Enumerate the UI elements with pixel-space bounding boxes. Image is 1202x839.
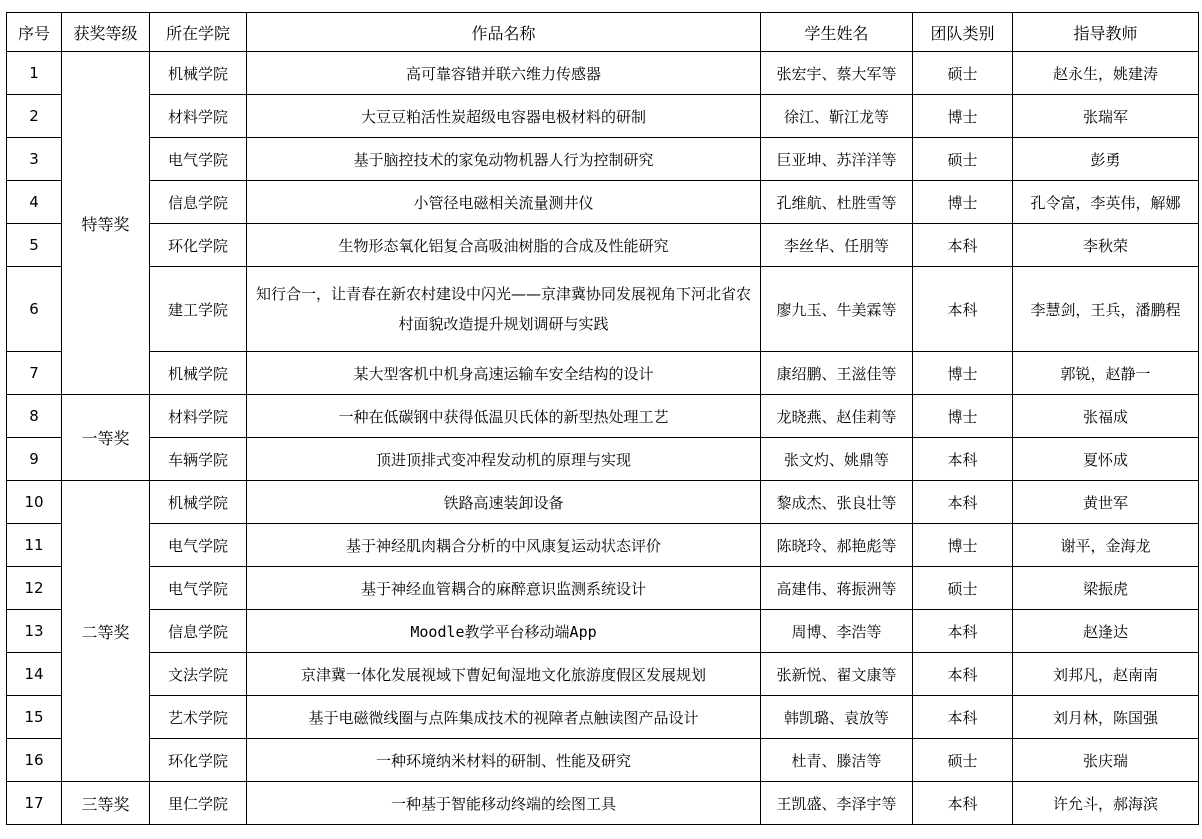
cell-college: 里仁学院 [150, 782, 247, 825]
award-level-first: 一等奖 [62, 395, 150, 481]
cell-advisor: 张瑞军 [1013, 95, 1199, 138]
cell-title: 小管径电磁相关流量测井仪 [247, 181, 761, 224]
header-team: 团队类别 [913, 13, 1013, 52]
cell-advisor: 郭锐，赵静一 [1013, 352, 1199, 395]
cell-college: 环化学院 [150, 739, 247, 782]
cell-students: 张文灼、姚鼎等 [761, 438, 913, 481]
header-no: 序号 [7, 13, 62, 52]
table-row [7, 138, 1199, 181]
cell-no: 17 [7, 782, 62, 825]
cell-no: 3 [7, 138, 62, 181]
cell-students: 张宏宇、蔡大军等 [761, 52, 913, 95]
cell-team: 博士 [913, 524, 1013, 567]
cell-college: 信息学院 [150, 181, 247, 224]
cell-no: 11 [7, 524, 62, 567]
cell-students: 杜青、滕洁等 [761, 739, 913, 782]
header-students: 学生姓名 [761, 13, 913, 52]
header-row [7, 13, 1199, 52]
table-row [7, 696, 1199, 739]
cell-no: 15 [7, 696, 62, 739]
cell-team: 硕士 [913, 138, 1013, 181]
cell-no: 16 [7, 739, 62, 782]
header-advisor: 指导教师 [1013, 13, 1199, 52]
cell-students: 陈晓玲、郝艳彪等 [761, 524, 913, 567]
cell-title: 大豆豆粕活性炭超级电容器电极材料的研制 [247, 95, 761, 138]
cell-team: 本科 [913, 224, 1013, 267]
cell-team: 博士 [913, 352, 1013, 395]
table-row [7, 610, 1199, 653]
cell-title: 一种基于智能移动终端的绘图工具 [247, 782, 761, 825]
cell-college: 艺术学院 [150, 696, 247, 739]
cell-title: 高可靠容错并联六维力传感器 [247, 52, 761, 95]
cell-title: 一种环境纳米材料的研制、性能及研究 [247, 739, 761, 782]
cell-students: 廖九玉、牛美霖等 [761, 267, 913, 352]
cell-college: 环化学院 [150, 224, 247, 267]
award-level-second: 二等奖 [62, 481, 150, 782]
cell-students: 李丝华、任朋等 [761, 224, 913, 267]
cell-team: 博士 [913, 181, 1013, 224]
cell-no: 7 [7, 352, 62, 395]
table-row [7, 181, 1199, 224]
table-row [7, 395, 1199, 438]
cell-advisor: 张庆瑞 [1013, 739, 1199, 782]
cell-students: 韩凯璐、袁放等 [761, 696, 913, 739]
cell-title: 基于神经血管耦合的麻醉意识监测系统设计 [247, 567, 761, 610]
cell-title: 铁路高速装卸设备 [247, 481, 761, 524]
cell-no: 4 [7, 181, 62, 224]
cell-title: 顶进顶排式变冲程发动机的原理与实现 [247, 438, 761, 481]
cell-college: 材料学院 [150, 95, 247, 138]
cell-team: 博士 [913, 395, 1013, 438]
cell-advisor: 赵逢达 [1013, 610, 1199, 653]
table-row [7, 224, 1199, 267]
cell-college: 车辆学院 [150, 438, 247, 481]
cell-college: 机械学院 [150, 52, 247, 95]
cell-title: 生物形态氧化铝复合高吸油树脂的合成及性能研究 [247, 224, 761, 267]
cell-advisor: 许允斗，郝海滨 [1013, 782, 1199, 825]
cell-team: 硕士 [913, 739, 1013, 782]
cell-advisor: 谢平，金海龙 [1013, 524, 1199, 567]
award-level-third: 三等奖 [62, 782, 150, 825]
cell-students: 巨亚坤、苏洋洋等 [761, 138, 913, 181]
table-row [7, 95, 1199, 138]
cell-title: Moodle教学平台移动端App [247, 610, 761, 653]
cell-team: 本科 [913, 696, 1013, 739]
cell-team: 博士 [913, 95, 1013, 138]
cell-team: 硕士 [913, 52, 1013, 95]
cell-college: 电气学院 [150, 567, 247, 610]
cell-no: 5 [7, 224, 62, 267]
cell-no: 8 [7, 395, 62, 438]
cell-college: 机械学院 [150, 352, 247, 395]
cell-advisor: 刘月林，陈国强 [1013, 696, 1199, 739]
awards-table [6, 12, 1199, 825]
cell-title: 基于电磁微线圈与点阵集成技术的视障者点触读图产品设计 [247, 696, 761, 739]
table-row [7, 52, 1199, 95]
cell-title: 一种在低碳钢中获得低温贝氏体的新型热处理工艺 [247, 395, 761, 438]
cell-advisor: 刘邦凡，赵南南 [1013, 653, 1199, 696]
table-row [7, 352, 1199, 395]
cell-college: 建工学院 [150, 267, 247, 352]
cell-team: 本科 [913, 438, 1013, 481]
table-row [7, 438, 1199, 481]
cell-title: 京津冀一体化发展视域下曹妃甸湿地文化旅游度假区发展规划 [247, 653, 761, 696]
cell-college: 材料学院 [150, 395, 247, 438]
cell-advisor: 夏怀成 [1013, 438, 1199, 481]
cell-team: 本科 [913, 481, 1013, 524]
cell-no: 9 [7, 438, 62, 481]
cell-team: 本科 [913, 782, 1013, 825]
cell-title: 基于神经肌肉耦合分析的中风康复运动状态评价 [247, 524, 761, 567]
cell-students: 龙晓燕、赵佳莉等 [761, 395, 913, 438]
cell-students: 高建伟、蒋振洲等 [761, 567, 913, 610]
cell-no: 13 [7, 610, 62, 653]
cell-title: 基于脑控技术的家兔动物机器人行为控制研究 [247, 138, 761, 181]
cell-advisor: 李秋荣 [1013, 224, 1199, 267]
table-row [7, 267, 1199, 352]
header-award: 获奖等级 [62, 13, 150, 52]
cell-college: 机械学院 [150, 481, 247, 524]
cell-no: 10 [7, 481, 62, 524]
cell-students: 康绍鹏、王滋佳等 [761, 352, 913, 395]
cell-advisor: 赵永生，姚建涛 [1013, 52, 1199, 95]
cell-advisor: 张福成 [1013, 395, 1199, 438]
cell-team: 本科 [913, 610, 1013, 653]
award-level-special: 特等奖 [62, 52, 150, 395]
table-row [7, 567, 1199, 610]
cell-college: 文法学院 [150, 653, 247, 696]
cell-students: 孔维航、杜胜雪等 [761, 181, 913, 224]
cell-team: 硕士 [913, 567, 1013, 610]
cell-advisor: 孔令富，李英伟，解娜 [1013, 181, 1199, 224]
header-college: 所在学院 [150, 13, 247, 52]
cell-no: 2 [7, 95, 62, 138]
table-row [7, 782, 1199, 825]
cell-students: 张新悦、翟文康等 [761, 653, 913, 696]
cell-students: 徐江、靳江龙等 [761, 95, 913, 138]
cell-college: 信息学院 [150, 610, 247, 653]
cell-team: 本科 [913, 267, 1013, 352]
cell-team: 本科 [913, 653, 1013, 696]
table-row [7, 524, 1199, 567]
cell-advisor: 彭勇 [1013, 138, 1199, 181]
cell-college: 电气学院 [150, 138, 247, 181]
cell-college: 电气学院 [150, 524, 247, 567]
cell-no: 1 [7, 52, 62, 95]
cell-no: 14 [7, 653, 62, 696]
cell-students: 周博、李浩等 [761, 610, 913, 653]
cell-title: 某大型客机中机身高速运输车安全结构的设计 [247, 352, 761, 395]
table-row [7, 653, 1199, 696]
cell-students: 黎成杰、张良壮等 [761, 481, 913, 524]
table-row [7, 739, 1199, 782]
cell-title: 知行合一，让青春在新农村建设中闪光——京津冀协同发展视角下河北省农村面貌改造提升规划调研与实践 [247, 267, 761, 352]
cell-no: 6 [7, 267, 62, 352]
cell-advisor: 李慧剑，王兵，潘鹏程 [1013, 267, 1199, 352]
cell-students: 王凯盛、李泽宇等 [761, 782, 913, 825]
cell-no: 12 [7, 567, 62, 610]
table-row [7, 481, 1199, 524]
cell-advisor: 黄世军 [1013, 481, 1199, 524]
header-title: 作品名称 [247, 13, 761, 52]
cell-advisor: 梁振虎 [1013, 567, 1199, 610]
